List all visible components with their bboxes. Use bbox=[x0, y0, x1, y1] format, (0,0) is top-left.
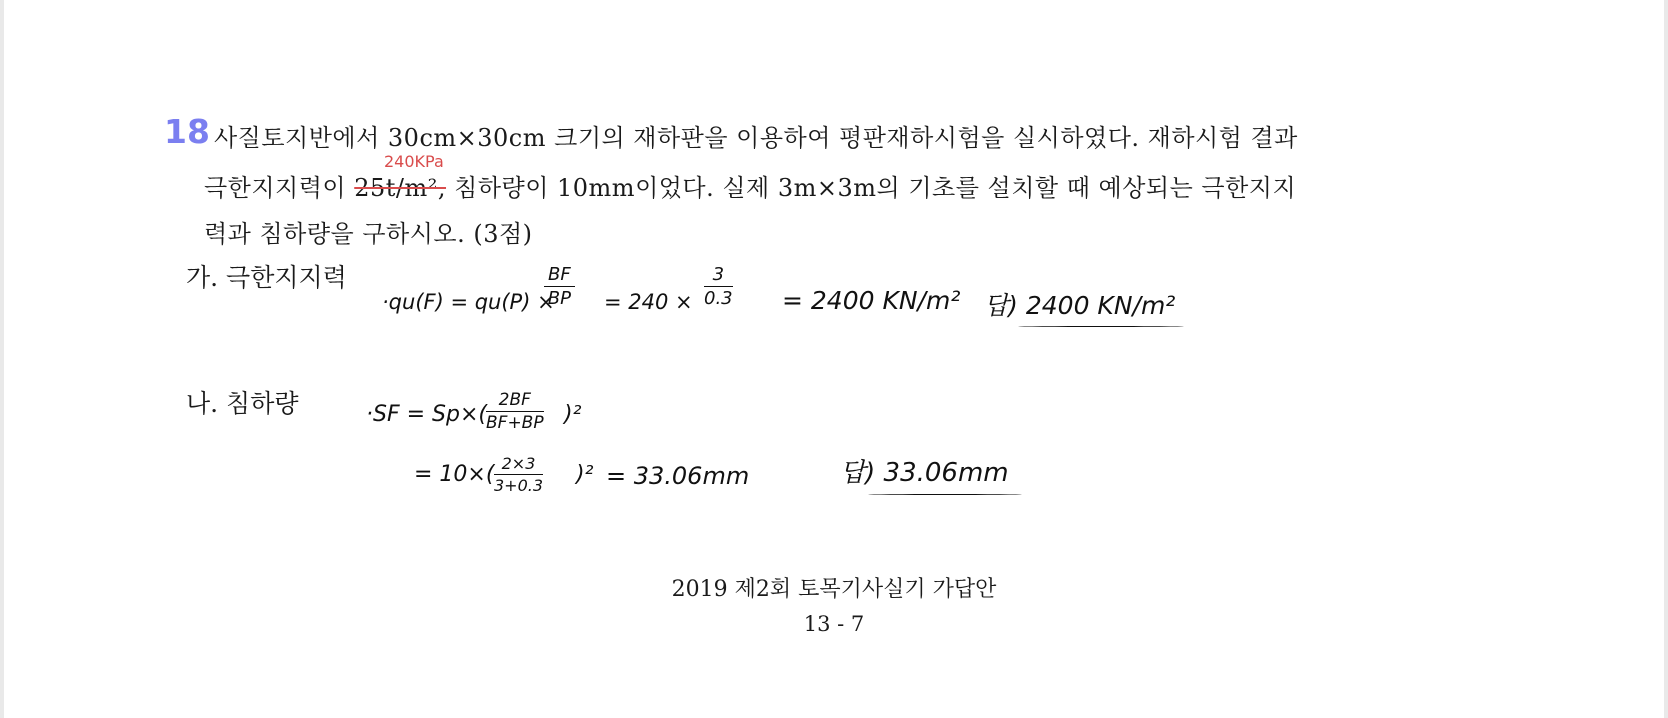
question-text-line-2-start: 극한지지력이 bbox=[204, 174, 355, 202]
part-b-line-2-result: = 33.06mm bbox=[606, 462, 750, 490]
part-a-result: = 2400 KN/m² bbox=[782, 286, 961, 315]
question-number: 18 bbox=[164, 112, 210, 151]
part-a-fraction-2 bbox=[704, 264, 733, 309]
part-a-fraction-2-numerator: 3 bbox=[704, 264, 733, 287]
part-a-label: 가. 극한지지력 bbox=[186, 263, 347, 292]
document-page bbox=[4, 0, 1664, 718]
part-b-fraction-1-denominator: BF+BP bbox=[486, 413, 544, 433]
part-b-fraction-2-numerator: 2×3 bbox=[494, 454, 543, 475]
part-b-fraction-2 bbox=[494, 454, 543, 495]
part-a-fraction-1 bbox=[544, 264, 575, 309]
part-a-middle: = 240 × bbox=[604, 290, 693, 314]
part-b-label: 나. 침하량 bbox=[186, 389, 299, 418]
page-number: 13 - 7 bbox=[803, 612, 865, 636]
part-b-fraction-1 bbox=[486, 390, 544, 433]
footer-title: 2019 제2회 토목기사실기 가답안 bbox=[671, 577, 997, 602]
question-text-line-2 bbox=[204, 168, 1504, 203]
part-b-formula-left: ·SF = Sp×( bbox=[366, 402, 487, 427]
part-b-line-2-close: )² bbox=[576, 462, 594, 487]
part-a-fraction-1-numerator: BF bbox=[544, 264, 575, 287]
question-text-line-1: 사질토지반에서 30cm×30cm 크기의 재하판을 이용하여 평판재하시험을 실시하였다. 재하시험 결과 bbox=[214, 124, 1298, 152]
part-b-formula-close: )² bbox=[564, 402, 582, 427]
part-a-answer-underline bbox=[1018, 326, 1184, 327]
struck-value: 25t/m², bbox=[354, 174, 447, 202]
part-b-line-2-left: = 10×( bbox=[414, 462, 495, 487]
part-b-answer-underline bbox=[868, 494, 1022, 495]
handwritten-correction: 240KPa bbox=[384, 152, 444, 171]
part-b-fraction-1-numerator: 2BF bbox=[486, 390, 544, 412]
part-a-formula-left: ·qu(F) = qu(P) × bbox=[382, 290, 555, 314]
part-b-answer: 답) 33.06mm bbox=[840, 458, 1009, 488]
part-a-fraction-2-denominator: 0.3 bbox=[704, 288, 733, 309]
question-text-line-2-end: 침하량이 10mm이었다. 실제 3m×3m의 기초를 설치할 때 예상되는 극한지지 bbox=[446, 174, 1297, 202]
part-a-answer: 답) 2400 KN/m² bbox=[984, 291, 1176, 320]
part-a-fraction-1-denominator: BP bbox=[547, 288, 571, 309]
part-b-fraction-2-denominator: 3+0.3 bbox=[494, 476, 544, 495]
question-text-line-3: 력과 침하량을 구하시오. (3점) bbox=[204, 220, 533, 248]
